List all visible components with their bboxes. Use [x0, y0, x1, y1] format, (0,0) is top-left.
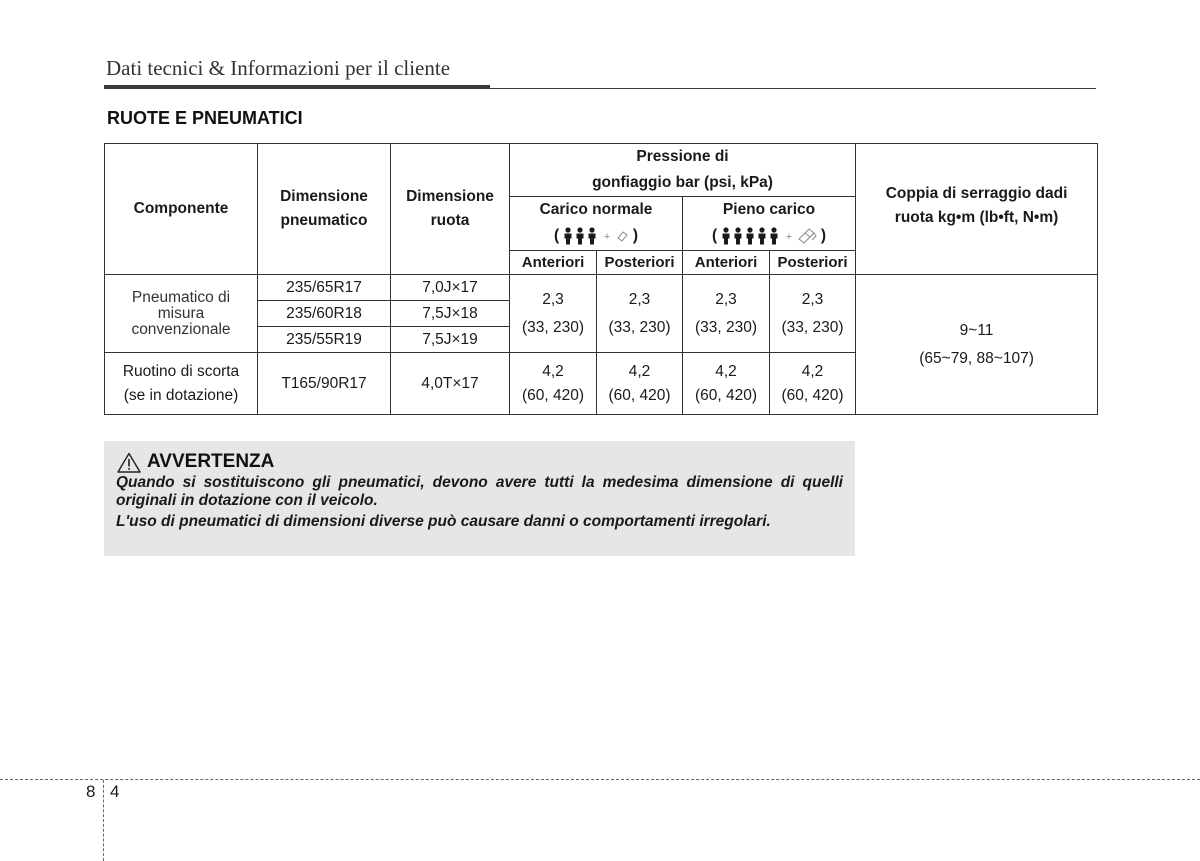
page-number: 4 [110, 782, 120, 801]
small-luggage-icon [615, 229, 629, 243]
wheels-tires-table [104, 143, 1098, 415]
carico-normale-icon-group: ( + ) [553, 227, 639, 244]
warning-title: AVVERTENZA [147, 451, 275, 472]
header-carico-normale: Carico normale ( + ) [510, 197, 683, 251]
page-chapter-number: 8 [86, 782, 96, 801]
warning-triangle-icon [117, 452, 141, 473]
header-anteriori-normale: Anteriori [510, 251, 597, 275]
tire-size-cell: 235/55R19 [258, 327, 391, 353]
header-anteriori-pieno: Anteriori [683, 251, 770, 275]
header-componente: Componente [105, 144, 258, 275]
footer-dashed-vertical-rule [103, 780, 104, 861]
five-persons-icon [721, 227, 781, 245]
spare-pressure-front-normal: 4,2 (60, 420) [510, 353, 597, 415]
header-rule-thick [104, 85, 490, 89]
spare-label: Ruotino di scorta (se in dotazione) [105, 353, 258, 415]
three-persons-icon [563, 227, 599, 245]
spare-pressure-rear-normal: 4,2 (60, 420) [597, 353, 683, 415]
table-row [105, 275, 1098, 301]
full-luggage-icon [797, 227, 817, 245]
warning-text [116, 474, 843, 531]
pressure-front-full: 2,3 (33, 230) [683, 275, 770, 353]
tire-size-cell: 235/60R18 [258, 301, 391, 327]
wheel-size-cell: 7,5J×18 [391, 301, 510, 327]
header-dimensione-pneumatico: Dimensione pneumatico [258, 144, 391, 275]
spare-pressure-front-full: 4,2 (60, 420) [683, 353, 770, 415]
header-posteriori-pieno: Posteriori [770, 251, 856, 275]
header-pressione: Pressione di gonfiaggio bar (psi, kPa) [510, 144, 856, 197]
pressure-rear-normal: 2,3 (33, 230) [597, 275, 683, 353]
warning-box [104, 441, 855, 556]
header-coppia: Coppia di serraggio dadi ruota kg•m (lb•ft, N•m) [856, 144, 1098, 275]
pressure-front-normal: 2,3 (33, 230) [510, 275, 597, 353]
header-rule-thin [490, 88, 1096, 89]
footer-dashed-rule [0, 779, 1200, 780]
header-pieno-carico: Pieno carico ( + ) [683, 197, 856, 251]
spare-pressure-rear-full: 4,2 (60, 420) [770, 353, 856, 415]
warning-line: L'uso di pneumatici di dimensioni diverse può causare danni o comportamenti irregolari. [116, 513, 771, 530]
pressure-rear-full: 2,3 (33, 230) [770, 275, 856, 353]
section-title: RUOTE E PNEUMATICI [107, 108, 303, 128]
page-header-title: Dati tecnici & Informazioni per il cliente [106, 56, 451, 80]
pieno-carico-icon-group: ( + ) [712, 227, 827, 244]
tire-size-cell: 235/65R17 [258, 275, 391, 301]
warning-header [117, 451, 843, 473]
warning-line: Quando si sostituiscono gli pneumatici, devono avere tutti la medesima dimensione di quelli originali in dotazione con il veicolo. [116, 474, 843, 509]
torque-cell: 9~11 (65~79, 88~107) [856, 275, 1098, 415]
wheel-size-cell: 7,5J×19 [391, 327, 510, 353]
conventional-label: Pneumatico di misura convenzionale [105, 275, 258, 353]
wheel-size-cell: 7,0J×17 [391, 275, 510, 301]
header-dimensione-ruota: Dimensione ruota [391, 144, 510, 275]
header-posteriori-normale: Posteriori [597, 251, 683, 275]
spare-tire-size: T165/90R17 [258, 353, 391, 415]
spare-wheel-size: 4,0T×17 [391, 353, 510, 415]
